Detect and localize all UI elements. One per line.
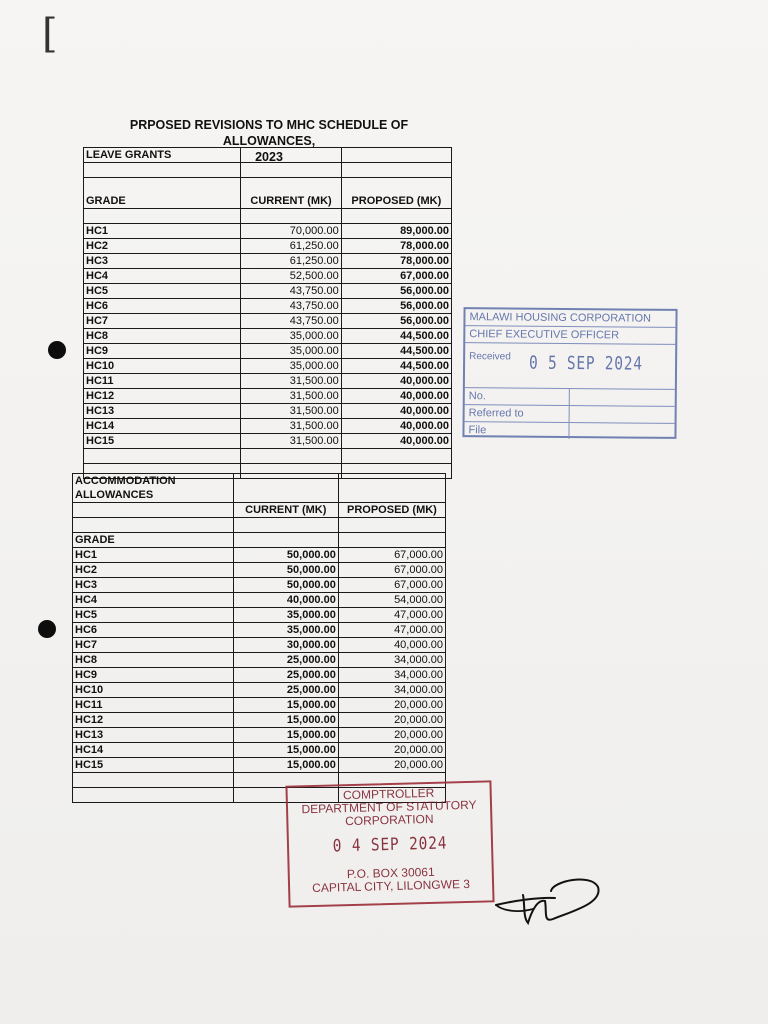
stamp-file-row [464, 422, 674, 440]
grade-cell: HC10 [84, 359, 241, 374]
table-row [84, 404, 452, 419]
column-header-proposed: PROPOSED (MK) [338, 503, 445, 518]
table-row [84, 329, 452, 344]
stamp-no-label: No. [465, 388, 570, 405]
punch-hole [48, 341, 66, 359]
grade-cell: HC4 [73, 593, 234, 608]
table-row [73, 758, 446, 773]
table-row [84, 239, 452, 254]
stamp-line-1: COMPTROLLER [342, 785, 435, 803]
grade-cell: HC9 [84, 344, 241, 359]
proposed-value-cell: 44,500.00 [341, 329, 451, 344]
current-value-cell: 35,000.00 [241, 329, 341, 344]
proposed-value-cell: 44,500.00 [341, 344, 451, 359]
table-row [84, 299, 452, 314]
grade-cell: HC14 [84, 419, 241, 434]
table-row [84, 284, 452, 299]
table-row [84, 314, 452, 329]
proposed-value-cell: 56,000.00 [341, 299, 451, 314]
proposed-value-cell: 67,000.00 [338, 578, 445, 593]
grade-cell: HC5 [73, 608, 234, 623]
grade-cell: HC13 [84, 404, 241, 419]
proposed-value-cell: 56,000.00 [341, 314, 451, 329]
current-value-cell: 15,000.00 [233, 743, 338, 758]
current-value-cell: 31,500.00 [241, 404, 341, 419]
grade-cell: HC12 [73, 713, 234, 728]
column-header-grade: GRADE [84, 178, 241, 209]
current-value-cell: 43,750.00 [241, 314, 341, 329]
current-value-cell: 52,500.00 [241, 269, 341, 284]
table-row [84, 254, 452, 269]
current-value-cell: 15,000.00 [233, 698, 338, 713]
section-label-line-1: ACCOMMODATION [75, 475, 176, 487]
current-value-cell: 25,000.00 [233, 668, 338, 683]
proposed-value-cell: 40,000.00 [338, 638, 445, 653]
current-value-cell: 70,000.00 [241, 224, 341, 239]
signature-icon [493, 873, 608, 933]
proposed-value-cell: 67,000.00 [338, 548, 445, 563]
grade-cell: HC1 [84, 224, 241, 239]
column-header-current: CURRENT (MK) [241, 178, 341, 209]
stamp-date: 0 4 SEP 2024 [332, 833, 448, 857]
current-value-cell: 43,750.00 [241, 299, 341, 314]
current-value-cell: 50,000.00 [233, 548, 338, 563]
proposed-value-cell: 34,000.00 [338, 668, 445, 683]
table-row [73, 578, 446, 593]
leave-grants-table [83, 147, 452, 479]
grade-cell: HC15 [73, 758, 234, 773]
table-row [84, 359, 452, 374]
proposed-value-cell: 34,000.00 [338, 683, 445, 698]
proposed-value-cell: 40,000.00 [341, 404, 451, 419]
table-row [73, 713, 446, 728]
current-value-cell: 43,750.00 [241, 284, 341, 299]
current-value-cell: 31,500.00 [241, 419, 341, 434]
accommodation-allowances-table [72, 473, 446, 803]
proposed-value-cell: 47,000.00 [338, 623, 445, 638]
stamp-received-label: Received [469, 351, 511, 363]
table-row [73, 623, 446, 638]
table-row [73, 563, 446, 578]
proposed-value-cell: 40,000.00 [341, 434, 451, 449]
column-header-proposed: PROPOSED (MK) [341, 178, 451, 209]
current-value-cell: 50,000.00 [233, 563, 338, 578]
proposed-value-cell: 54,000.00 [338, 593, 445, 608]
grade-cell: HC10 [73, 683, 234, 698]
proposed-value-cell: 56,000.00 [341, 284, 451, 299]
grade-cell: HC1 [73, 548, 234, 563]
stamp-line-3: CORPORATION [344, 811, 434, 829]
punch-hole [38, 620, 56, 638]
column-header-current: CURRENT (MK) [233, 503, 338, 518]
margin-bracket-mark: [ [42, 11, 58, 57]
grade-cell: HC7 [73, 638, 234, 653]
section-label-line-2: ALLOWANCES [75, 489, 154, 501]
comptroller-stamp [285, 780, 494, 907]
stamp-no-row [465, 388, 675, 407]
stamp-city: CAPITAL CITY, LILONGWE 3 [312, 876, 471, 896]
grade-cell: HC7 [84, 314, 241, 329]
current-value-cell: 35,000.00 [233, 623, 338, 638]
table-row [73, 548, 446, 563]
proposed-value-cell: 67,000.00 [341, 269, 451, 284]
grade-cell: HC13 [73, 728, 234, 743]
table-row [84, 419, 452, 434]
table-row [84, 224, 452, 239]
current-value-cell: 15,000.00 [233, 713, 338, 728]
current-value-cell: 25,000.00 [233, 653, 338, 668]
table-row [73, 608, 446, 623]
grade-cell: HC2 [84, 239, 241, 254]
stamp-line-2: DEPARTMENT OF STATUTORY [301, 797, 477, 817]
grade-cell: HC3 [84, 254, 241, 269]
grade-cell: HC6 [84, 299, 241, 314]
current-value-cell: 61,250.00 [241, 254, 341, 269]
table-row [73, 683, 446, 698]
current-value-cell: 50,000.00 [233, 578, 338, 593]
stamp-received-date: 0 5 SEP 2024 [528, 352, 643, 375]
proposed-value-cell: 20,000.00 [338, 728, 445, 743]
proposed-value-cell: 40,000.00 [341, 419, 451, 434]
table-row [84, 434, 452, 449]
grade-cell: HC8 [84, 329, 241, 344]
table-row [84, 389, 452, 404]
stamp-office: CHIEF EXECUTIVE OFFICER [465, 326, 675, 345]
table-row [84, 344, 452, 359]
received-stamp [462, 307, 677, 439]
table-row [73, 653, 446, 668]
proposed-value-cell: 20,000.00 [338, 758, 445, 773]
column-header-grade: GRADE [73, 533, 234, 548]
proposed-value-cell: 20,000.00 [338, 713, 445, 728]
proposed-value-cell: 44,500.00 [341, 359, 451, 374]
table-row [73, 668, 446, 683]
current-value-cell: 61,250.00 [241, 239, 341, 254]
grade-cell: HC5 [84, 284, 241, 299]
proposed-value-cell: 89,000.00 [341, 224, 451, 239]
grade-cell: HC11 [84, 374, 241, 389]
grade-cell: HC3 [73, 578, 234, 593]
table-row [73, 743, 446, 758]
proposed-value-cell: 67,000.00 [338, 563, 445, 578]
current-value-cell: 35,000.00 [241, 344, 341, 359]
proposed-value-cell: 47,000.00 [338, 608, 445, 623]
grade-cell: HC9 [73, 668, 234, 683]
stamp-referred-label: Referred to [465, 405, 570, 422]
proposed-value-cell: 20,000.00 [338, 698, 445, 713]
title-line-2: 2023 [255, 150, 283, 164]
table-row [73, 593, 446, 608]
current-value-cell: 15,000.00 [233, 728, 338, 743]
current-value-cell: 35,000.00 [241, 359, 341, 374]
table-row [84, 374, 452, 389]
current-value-cell: 31,500.00 [241, 374, 341, 389]
stamp-org: MALAWI HOUSING CORPORATION [465, 309, 675, 328]
stamp-referred-row [465, 405, 675, 424]
section-label: LEAVE GRANTS [84, 148, 241, 163]
proposed-value-cell: 40,000.00 [341, 389, 451, 404]
table-row [73, 698, 446, 713]
grade-cell: HC11 [73, 698, 234, 713]
current-value-cell: 35,000.00 [233, 608, 338, 623]
table-row [73, 638, 446, 653]
current-value-cell: 30,000.00 [233, 638, 338, 653]
proposed-value-cell: 34,000.00 [338, 653, 445, 668]
proposed-value-cell: 78,000.00 [341, 239, 451, 254]
current-value-cell: 15,000.00 [233, 758, 338, 773]
grade-cell: HC6 [73, 623, 234, 638]
stamp-box: P.O. BOX 30061 [346, 864, 435, 882]
title-line-1: PRPOSED REVISIONS TO MHC SCHEDULE OF ALLOWANCES, [129, 118, 409, 148]
grade-cell: HC8 [73, 653, 234, 668]
grade-cell: HC2 [73, 563, 234, 578]
current-value-cell: 25,000.00 [233, 683, 338, 698]
stamp-file-label: File [464, 422, 569, 439]
current-value-cell: 40,000.00 [233, 593, 338, 608]
proposed-value-cell: 40,000.00 [341, 374, 451, 389]
current-value-cell: 31,500.00 [241, 434, 341, 449]
current-value-cell: 31,500.00 [241, 389, 341, 404]
stamp-received-row [465, 343, 675, 390]
section-label [73, 474, 234, 503]
table-row [84, 269, 452, 284]
proposed-value-cell: 78,000.00 [341, 254, 451, 269]
table-row [73, 728, 446, 743]
grade-cell: HC12 [84, 389, 241, 404]
grade-cell: HC15 [84, 434, 241, 449]
grade-cell: HC4 [84, 269, 241, 284]
grade-cell: HC14 [73, 743, 234, 758]
proposed-value-cell: 20,000.00 [338, 743, 445, 758]
